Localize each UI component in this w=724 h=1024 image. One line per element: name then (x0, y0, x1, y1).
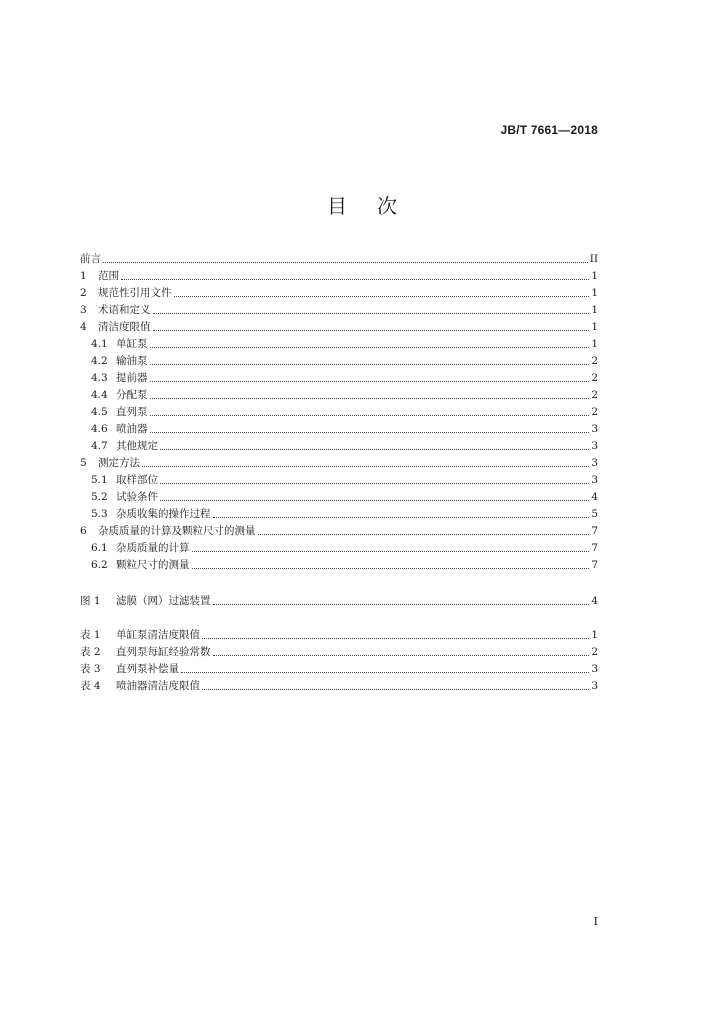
toc-entry-number: 5 (80, 457, 87, 469)
toc-entry-number: 4.4 (91, 389, 108, 401)
dot-leader (150, 414, 590, 416)
toc-table-number: 表 1 (80, 629, 101, 641)
toc-entry-label: 杂质质量的计算及颗粒尺寸的测量 (98, 525, 256, 537)
toc-entry-page: 2 (591, 406, 598, 418)
toc-title (0, 190, 724, 219)
toc-entry-page: 4 (591, 491, 598, 503)
toc-entry-label: 提前器 (116, 372, 148, 384)
toc-entry-page: 3 (591, 440, 598, 452)
dot-leader (192, 550, 590, 552)
dot-leader (181, 671, 589, 673)
toc-entry-label: 试验条件 (116, 491, 158, 503)
toc-table-label: 喷油器清洁度限值 (116, 680, 200, 692)
toc-entry-4-4[interactable] (91, 386, 598, 402)
dot-leader (213, 603, 590, 605)
toc-table-page: 1 (591, 629, 598, 641)
toc-entry-label: 清洁度限值 (98, 321, 151, 333)
dot-leader (202, 688, 589, 690)
dot-leader (160, 448, 589, 450)
toc-figure-label: 滤膜（网）过滤装置 (116, 595, 211, 607)
toc-entry-page: 3 (591, 474, 598, 486)
toc-entry-label: 杂质质量的计算 (116, 542, 190, 554)
toc-entry-number: 5.3 (91, 508, 108, 520)
toc-title-char-1: 目 (327, 194, 347, 218)
toc-entry-4-1[interactable] (91, 335, 598, 351)
toc-entry-5-2[interactable] (91, 488, 598, 504)
page-number: I (593, 915, 598, 928)
toc-entry-number: 6.2 (91, 559, 108, 571)
toc-entry-label: 规范性引用文件 (98, 287, 172, 299)
dot-leader (153, 329, 590, 331)
toc-table-4[interactable] (80, 677, 598, 693)
toc-entry-page: 1 (591, 338, 598, 350)
toc-entry-page: 3 (591, 457, 598, 469)
toc-entry-number: 4.1 (91, 338, 108, 350)
toc-entry-page: 1 (591, 304, 598, 316)
toc-table-label: 直列泵每缸经验常数 (116, 646, 211, 658)
toc-entry-4-3[interactable] (91, 369, 598, 385)
dot-leader (153, 312, 590, 314)
toc-entry-number: 4.6 (91, 423, 108, 435)
toc-entry-number: 5.1 (91, 474, 108, 486)
toc-entry-page: 2 (591, 355, 598, 367)
dot-leader (150, 397, 590, 399)
toc-table-3[interactable] (80, 660, 598, 676)
toc-table-label: 直列泵补偿量 (116, 663, 179, 675)
toc-entry-label: 取样部位 (116, 474, 158, 486)
dot-leader (142, 465, 589, 467)
toc-entry-6[interactable] (80, 522, 598, 538)
toc-entry-page: 7 (591, 542, 598, 554)
toc-table-page: 3 (591, 680, 598, 692)
dot-leader (192, 567, 590, 569)
toc-table-page: 2 (591, 646, 598, 658)
toc-entry-4[interactable] (80, 318, 598, 334)
toc-entry-number: 6 (80, 525, 87, 537)
toc-entry-number: 4.5 (91, 406, 108, 418)
toc-entry-label: 测定方法 (98, 457, 140, 469)
toc-entry-4-6[interactable] (91, 420, 598, 436)
toc-entry-1[interactable] (80, 267, 598, 283)
toc-entry-page: 1 (591, 321, 598, 333)
toc-entry-number: 4 (80, 321, 87, 333)
toc-entry-label: 直列泵 (116, 406, 148, 418)
dot-leader (213, 654, 590, 656)
toc-entry-4-5[interactable] (91, 403, 598, 419)
toc-table-label: 单缸泵清洁度限值 (116, 629, 200, 641)
toc-entry-5-3[interactable] (91, 505, 598, 521)
toc-table-number: 表 2 (80, 646, 101, 658)
dot-leader (160, 499, 589, 501)
toc-figure-page: 4 (591, 595, 598, 607)
toc-entry-page: 7 (591, 559, 598, 571)
toc-entry-number: 5.2 (91, 491, 108, 503)
dot-leader (150, 431, 590, 433)
dot-leader (150, 380, 590, 382)
toc-table-1[interactable] (80, 626, 598, 642)
toc-entry-number: 3 (80, 304, 87, 316)
toc-entry-number: 6.1 (91, 542, 108, 554)
toc-entry-label: 其他规定 (116, 440, 158, 452)
toc-entry-number: 4.2 (91, 355, 108, 367)
toc-entry-6-2[interactable] (91, 556, 598, 572)
dot-leader (103, 261, 588, 263)
toc-entry-label: 单缸泵 (116, 338, 148, 350)
toc-entry-label: 喷油器 (116, 423, 148, 435)
toc-entry-page: II (589, 253, 598, 265)
toc-entry-number: 1 (80, 270, 87, 282)
toc-entry-label: 范围 (98, 270, 119, 282)
toc-entry-4-2[interactable] (91, 352, 598, 368)
toc-entry-foreword[interactable] (80, 250, 598, 266)
toc-entry-number: 4.3 (91, 372, 108, 384)
dot-leader (160, 482, 589, 484)
toc-entry-label: 颗粒尺寸的测量 (116, 559, 190, 571)
toc-entry-number: 4.7 (91, 440, 108, 452)
toc-entry-page: 2 (591, 389, 598, 401)
toc-entry-page: 1 (591, 287, 598, 299)
toc-entry-page: 1 (591, 270, 598, 282)
toc-table-page: 3 (591, 663, 598, 675)
toc-entry-number: 2 (80, 287, 87, 299)
toc-entry-page: 2 (591, 372, 598, 384)
dot-leader (150, 346, 590, 348)
toc-entry-label: 前言 (80, 253, 101, 265)
dot-leader (213, 516, 590, 518)
toc-entry-label: 杂质收集的操作过程 (116, 508, 211, 520)
toc-entry-4-7[interactable] (91, 437, 598, 453)
dot-leader (174, 295, 590, 297)
dot-leader (121, 278, 589, 280)
toc-entry-2[interactable] (80, 284, 598, 300)
toc-entry-label: 术语和定义 (98, 304, 151, 316)
toc-table-2[interactable] (80, 643, 598, 659)
toc-figure-number: 图 1 (80, 595, 101, 607)
toc-entry-label: 分配泵 (116, 389, 148, 401)
toc-title-char-2: 次 (377, 194, 397, 218)
toc-entry-page: 3 (591, 423, 598, 435)
toc-figure-1[interactable] (80, 592, 598, 608)
toc-table-number: 表 4 (80, 680, 101, 692)
toc-entry-label: 输油泵 (116, 355, 148, 367)
dot-leader (150, 363, 590, 365)
toc-entry-6-1[interactable] (91, 539, 598, 555)
toc-entry-page: 7 (591, 525, 598, 537)
dot-leader (258, 533, 590, 535)
toc-table-number: 表 3 (80, 663, 101, 675)
toc-entry-5[interactable] (80, 454, 598, 470)
toc-entry-3[interactable] (80, 301, 598, 317)
toc-entry-page: 5 (591, 508, 598, 520)
dot-leader (202, 637, 589, 639)
toc-entry-5-1[interactable] (91, 471, 598, 487)
standard-code: JB/T 7661—2018 (500, 123, 598, 137)
